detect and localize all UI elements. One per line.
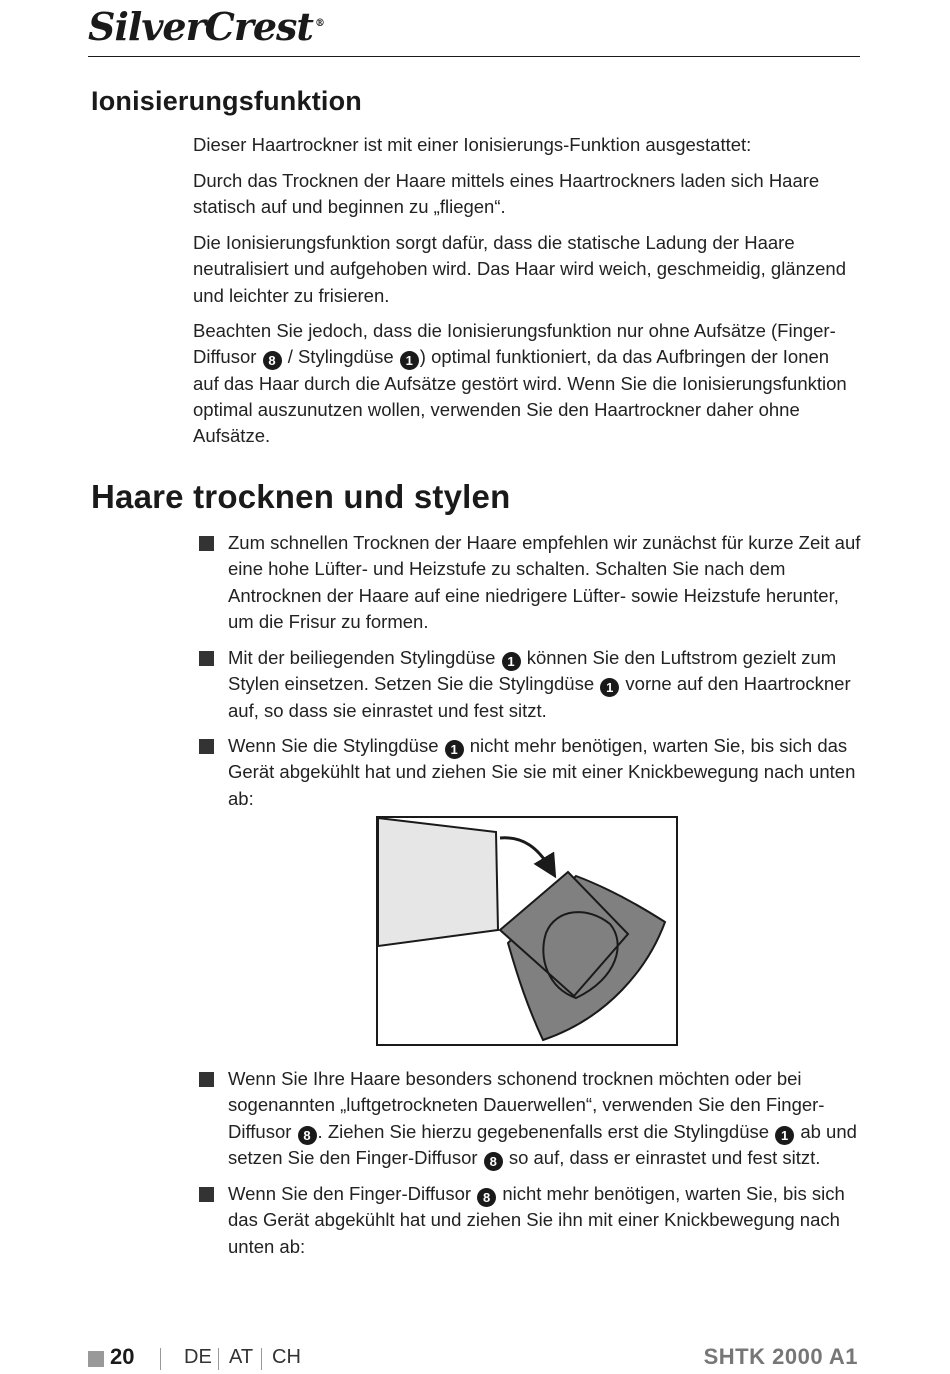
- bullet-square-icon: [199, 536, 214, 551]
- bullet-text: Zum schnellen Trocknen der Haare empfehlen wir zunächst für kurze Zeit auf eine hohe Lüfter- und Heizstufe zu schalten. Schalten Sie nach dem Antrocknen der Haare auf eine niedrigere Lüfter- sowie Heizstufe herunter, um die Frisur zu formen.: [228, 532, 861, 632]
- bullet-square-icon: [199, 1187, 214, 1202]
- removal-arrow-icon: [500, 838, 550, 868]
- b4-text-a: Wenn Sie Ihre Haare besonders schonend trocknen möchten oder bei sogenannten „luftgetrockneten Dauerwellen“, verwenden Sie den Finger-Diffusor: [228, 1068, 825, 1142]
- ion-p4-text-b: / Stylingdüse: [287, 346, 394, 368]
- ion-paragraph-4: [193, 318, 859, 449]
- list-item: [199, 1066, 863, 1171]
- ion-p4-text-a: Beachten Sie jedoch, dass die Ionisierungsfunktion nur ohne Aufsätze (Finger-Diffusor: [193, 320, 836, 368]
- ion-paragraph-3: Die Ionisierungsfunktion sorgt dafür, dass die statische Ladung der Haare neutralisiert und aufgehoben wird. Das Haar wird weich, geschmeidig, glänzend und leichter zu frisieren.: [193, 232, 847, 306]
- ref-styling-badge: 1: [445, 740, 464, 759]
- section-title-ionisation: Ionisierungsfunktion: [91, 86, 362, 116]
- ref-styling-badge: 1: [502, 652, 521, 671]
- ref-diffusor-badge: 8: [484, 1152, 503, 1171]
- list-item: [199, 645, 863, 724]
- ion-p4-text-c: ) optimal funktioniert, da das Aufbringen der Ionen auf das Haar durch die Aufsätze gestört wird. Wenn Sie die Ionisierungsfunktion optimal auszunutzen wollen, verwenden Sie den Haartrockner daher ohne Aufsätze.: [193, 346, 847, 447]
- b3-text-a: Wenn Sie die Stylingdüse: [228, 735, 439, 756]
- b5-text-b: nicht mehr benötigen, warten Sie, bis sich das Gerät abgekühlt hat und ziehen Sie ihn mit einer Knickbewegung nach unten ab:: [228, 1183, 845, 1257]
- footer-divider: [218, 1348, 219, 1370]
- section-title-drying: Haare trocknen und stylen: [91, 478, 511, 515]
- bullet-text: [228, 733, 863, 812]
- footer-divider: [261, 1348, 262, 1370]
- footer-lang-ch: CH: [272, 1346, 301, 1368]
- nozzle-removal-illustration: [376, 816, 678, 1046]
- illustration-svg: [378, 818, 676, 1044]
- b4-text-c: ab und setzen Sie den Finger-Diffusor: [228, 1120, 857, 1168]
- footer-square-icon: [88, 1351, 104, 1367]
- ref-diffusor-badge: 8: [298, 1126, 317, 1145]
- b4-text-d: so auf, dass er einrastet und fest sitzt.: [508, 1146, 821, 1168]
- bullet-square-icon: [199, 739, 214, 754]
- ion-paragraph-2: Durch das Trocknen der Haare mittels eines Haartrockners laden sich Haare statisch auf und beginnen zu „fliegen“.: [193, 170, 820, 218]
- bullet-square-icon: [199, 651, 214, 666]
- page-number: 20: [110, 1344, 135, 1369]
- brand-logo: [88, 4, 324, 49]
- list-item: [199, 530, 863, 635]
- ref-styling-badge: 1: [775, 1126, 794, 1145]
- brand-name: SilverCrest: [88, 4, 313, 49]
- b3-text-b: nicht mehr benötigen, warten Sie, bis sich das Gerät abgekühlt hat und ziehen Sie sie mit einer Knickbewegung nach unten ab:: [228, 735, 856, 809]
- ref-diffusor-badge: 8: [477, 1188, 496, 1207]
- registered-mark: ®: [314, 18, 324, 30]
- model-number: SHTK 2000 A1: [703, 1344, 858, 1369]
- ref-styling-badge: 1: [400, 351, 419, 370]
- bullet-square-icon: [199, 1072, 214, 1087]
- b4-text-b: . Ziehen Sie hierzu gegebenenfalls erst die Stylingdüse: [317, 1120, 770, 1142]
- footer-lang-de: DE: [184, 1346, 212, 1368]
- list-item: [199, 733, 863, 812]
- header-rule: [88, 56, 860, 57]
- bullet-text: [228, 645, 863, 724]
- b2-text-a: Mit der beiliegenden Stylingdüse: [228, 647, 496, 668]
- ref-styling-badge: 1: [600, 678, 619, 697]
- list-item: [199, 1181, 863, 1260]
- footer-lang-at: AT: [229, 1346, 254, 1368]
- b2-text-b: können Sie den Luftstrom gezielt zum Stylen einsetzen. Setzen Sie die Stylingdüse: [228, 647, 837, 695]
- b5-text-a: Wenn Sie den Finger-Diffusor: [228, 1183, 472, 1204]
- ref-diffusor-badge: 8: [263, 351, 282, 370]
- b2-text-c: vorne auf den Haartrockner auf, so dass sie einrastet und fest sitzt.: [228, 673, 851, 721]
- hair-dryer-body: [378, 818, 498, 946]
- footer-divider: [160, 1348, 161, 1370]
- bullet-text: [228, 1181, 863, 1260]
- ion-paragraph-1: Dieser Haartrockner ist mit einer Ionisierungs-Funktion ausgestattet:: [193, 134, 752, 155]
- bullet-text: [228, 1066, 863, 1171]
